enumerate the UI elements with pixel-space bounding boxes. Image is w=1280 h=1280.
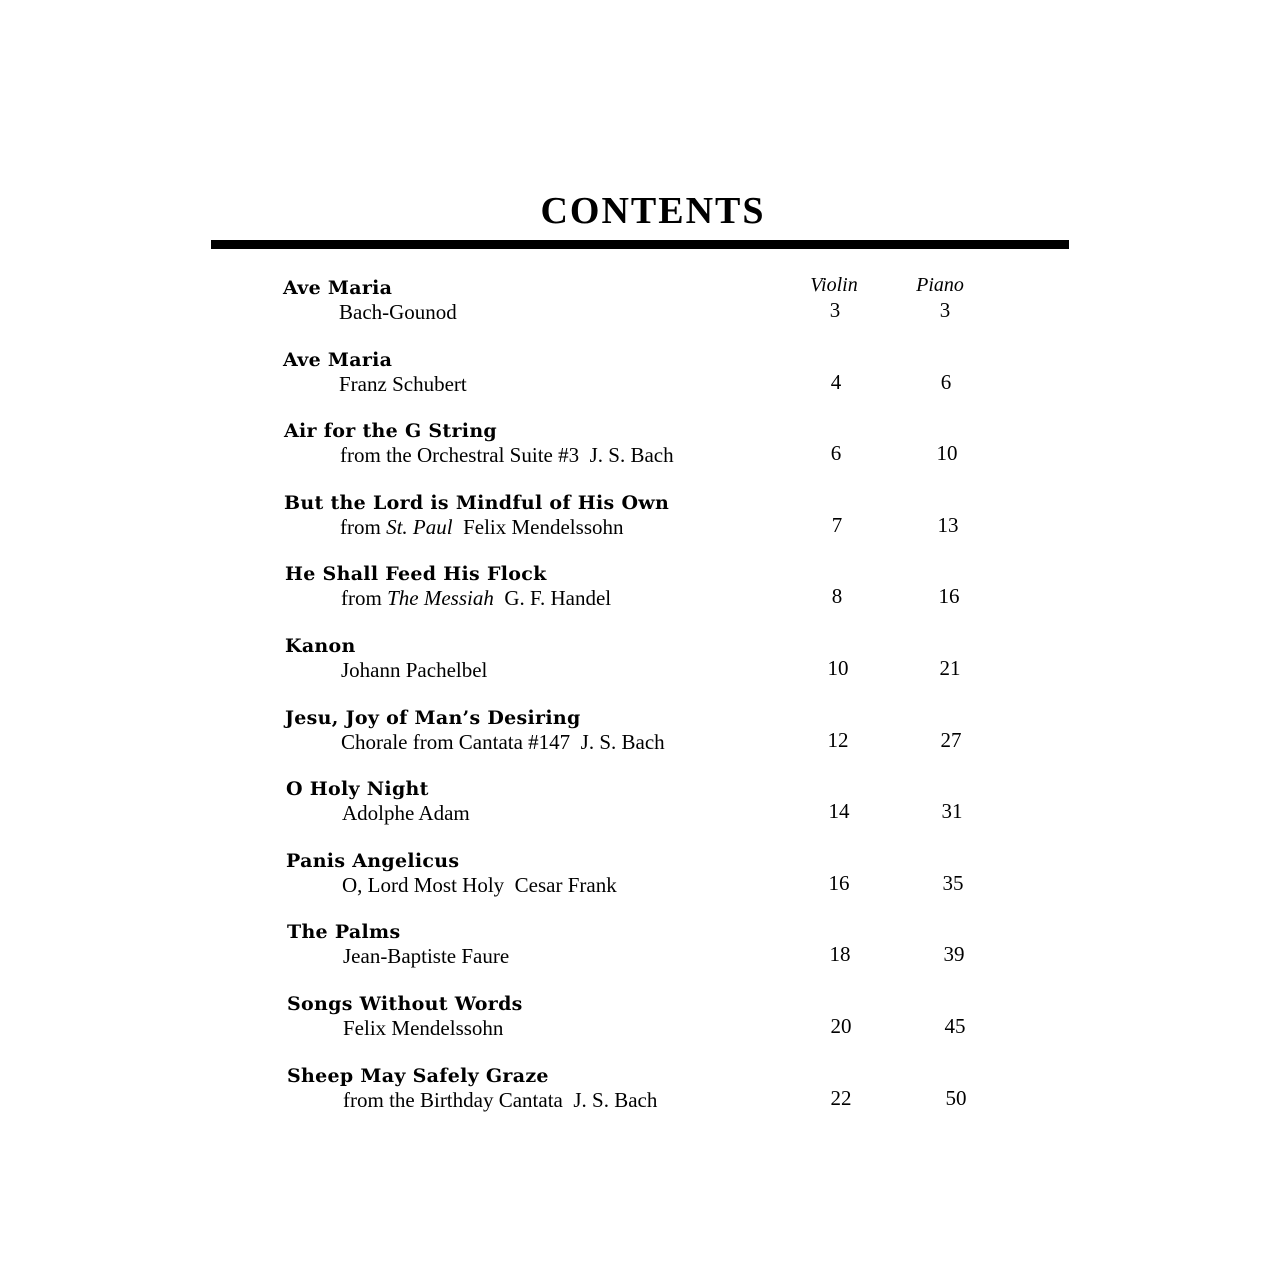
piano-column-header: Piano — [916, 274, 964, 296]
violin-page-number: 8 — [831, 584, 843, 608]
contents-entry — [287, 991, 807, 1051]
piano-page-number: 13 — [937, 513, 959, 537]
work-title: The Messiah — [387, 586, 494, 610]
violin-page-number: 3 — [829, 298, 841, 322]
song-source — [341, 729, 665, 755]
song-title: Kanon — [285, 635, 356, 657]
page-title: CONTENTS — [540, 190, 766, 232]
violin-page-number: 18 — [829, 942, 851, 966]
piano-page-number: 10 — [936, 441, 958, 465]
source-text: Chorale from Cantata #147 J. S. Bach — [341, 730, 665, 754]
song-title: Jesu, Joy of Man’s Desiring — [285, 707, 581, 729]
contents-entry — [285, 633, 805, 693]
violin-page-number: 7 — [831, 513, 843, 537]
song-source — [342, 872, 617, 898]
contents-entry — [285, 561, 805, 621]
source-text: from — [341, 586, 388, 610]
song-source — [343, 943, 509, 969]
song-source — [339, 299, 457, 325]
song-source — [340, 442, 674, 468]
piano-page-number: 27 — [940, 728, 962, 752]
source-text: from the Orchestral Suite #3 J. S. Bach — [340, 443, 674, 467]
song-title: Air for the G String — [284, 420, 498, 442]
song-source — [339, 371, 467, 397]
contents-entry — [283, 275, 803, 335]
song-title: O Holy Night — [286, 778, 429, 800]
song-title: Songs Without Words — [287, 993, 523, 1015]
source-text: O, Lord Most Holy Cesar Frank — [342, 873, 617, 897]
contents-entry — [286, 848, 806, 908]
song-title: The Palms — [287, 921, 401, 943]
piano-page-number: 3 — [939, 298, 951, 322]
piano-page-number: 35 — [942, 871, 964, 895]
violin-page-number: 20 — [830, 1014, 852, 1038]
song-source — [342, 800, 470, 826]
contents-entry — [287, 919, 807, 979]
source-text: Felix Mendelssohn — [343, 1016, 504, 1040]
song-title: But the Lord is Mindful of His Own — [284, 492, 670, 514]
work-title: St. Paul — [386, 515, 453, 539]
violin-page-number: 16 — [828, 871, 850, 895]
song-title: Ave Maria — [283, 277, 393, 299]
source-text: Felix Mendelssohn — [452, 515, 624, 539]
source-text: from the Birthday Cantata J. S. Bach — [343, 1088, 658, 1112]
source-text: Adolphe Adam — [342, 801, 470, 825]
source-text: G. F. Handel — [493, 586, 612, 610]
source-text: Jean-Baptiste Faure — [343, 944, 510, 968]
piano-page-number: 21 — [939, 656, 961, 680]
violin-page-number: 10 — [827, 656, 849, 680]
piano-page-number: 31 — [941, 799, 963, 823]
source-text: Bach-Gounod — [339, 300, 457, 324]
song-title: He Shall Feed His Flock — [285, 563, 547, 585]
source-text: Franz Schubert — [339, 372, 467, 396]
piano-page-number: 45 — [944, 1014, 966, 1038]
violin-page-number: 22 — [830, 1086, 852, 1110]
piano-page-number: 16 — [938, 584, 960, 608]
contents-entry — [284, 490, 804, 550]
song-source — [341, 585, 611, 611]
violin-page-number: 4 — [830, 370, 842, 394]
song-source — [341, 657, 487, 683]
contents-entry — [287, 1063, 807, 1123]
contents-entry — [286, 776, 806, 836]
song-source — [343, 1015, 503, 1041]
song-title: Sheep May Safely Graze — [287, 1065, 549, 1087]
violin-page-number: 12 — [827, 728, 849, 752]
contents-entry — [283, 347, 803, 407]
contents-entry — [284, 418, 804, 478]
piano-page-number: 6 — [940, 370, 952, 394]
violin-page-number: 14 — [828, 799, 850, 823]
song-title: Panis Angelicus — [286, 850, 460, 872]
song-source — [343, 1087, 657, 1113]
violin-page-number: 6 — [830, 441, 842, 465]
piano-page-number: 39 — [943, 942, 965, 966]
piano-page-number: 50 — [945, 1086, 967, 1110]
source-text: from — [340, 515, 387, 539]
song-title: Ave Maria — [283, 349, 393, 371]
title-rule — [211, 240, 1069, 249]
violin-column-header: Violin — [810, 274, 858, 296]
song-source — [340, 514, 624, 540]
contents-entry — [285, 705, 805, 765]
source-text: Johann Pachelbel — [341, 658, 488, 682]
